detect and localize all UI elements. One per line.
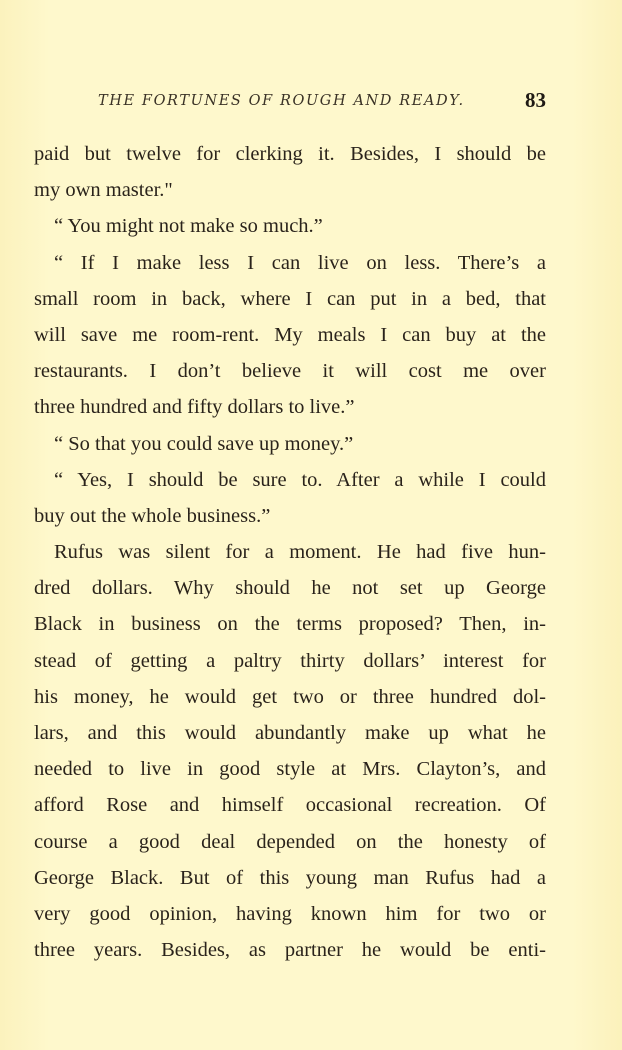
text-line: stead of getting a paltry thirty dollars’ interest for — [34, 649, 546, 672]
text-line: small room in back, where I can put in a bed, that — [34, 287, 546, 310]
text-line: very good opinion, having known him for two or — [34, 902, 546, 925]
body-text — [34, 136, 546, 968]
text-line: restaurants. I don’t believe it will cost me over — [34, 360, 546, 383]
text-line: my own master." — [34, 179, 173, 202]
text-line: Rufus was silent for a moment. He had five hun- — [54, 541, 546, 564]
text-line: “ You might not make so much.” — [54, 215, 323, 238]
page-header — [98, 88, 546, 116]
text-line: “ If I make less I can live on less. There’s a — [54, 251, 546, 274]
text-line: “ So that you could save up money.” — [54, 432, 354, 455]
text-line: three years. Besides, as partner he would be enti- — [34, 939, 546, 962]
page-number: 83 — [525, 88, 546, 112]
text-line: “ Yes, I should be sure to. After a while I could — [54, 468, 546, 491]
text-line: Black in business on the terms proposed? Then, in- — [34, 613, 546, 636]
text-line: George Black. But of this young man Rufus had a — [34, 866, 546, 889]
text-line: dred dollars. Why should he not set up George — [34, 577, 546, 600]
running-title: THE FORTUNES OF ROUGH AND READY. — [98, 93, 465, 109]
text-line: course a good deal depended on the honesty of — [34, 830, 546, 853]
text-line: will save me room-rent. My meals I can buy at the — [34, 323, 546, 346]
text-line: afford Rose and himself occasional recreation. Of — [34, 794, 546, 817]
text-line: lars, and this would abundantly make up what he — [34, 722, 546, 744]
text-line: buy out the whole business.” — [34, 504, 271, 527]
text-line: paid but twelve for clerking it. Besides, I should be — [34, 143, 546, 165]
text-line: his money, he would get two or three hundred dol- — [34, 685, 546, 708]
text-line: three hundred and fifty dollars to live.” — [34, 396, 355, 419]
text-line: needed to live in good style at Mrs. Clayton’s, and — [34, 758, 546, 781]
